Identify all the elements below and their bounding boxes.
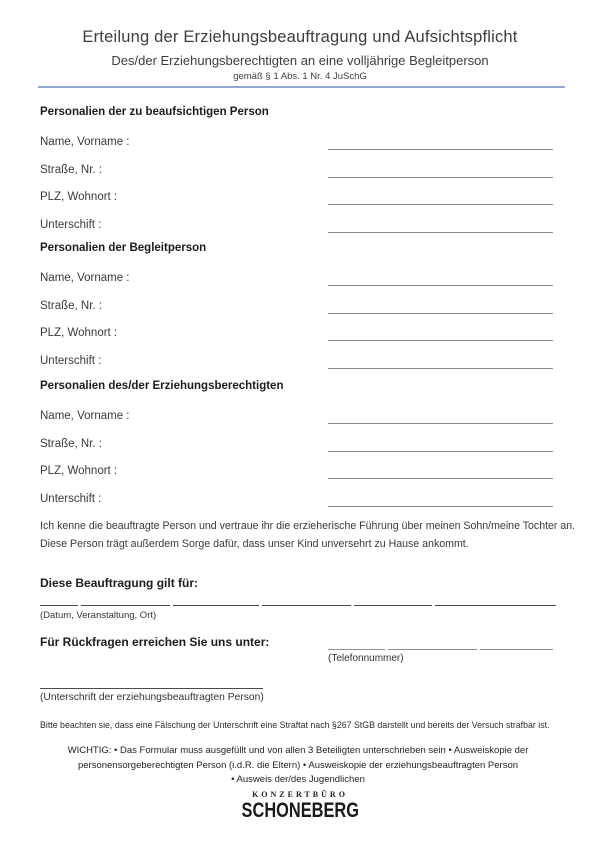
section-supervised-person <box>40 106 556 234</box>
important-line: WICHTIG: • Das Formular muss ausgefüllt und von allen 3 Beteiligten unterschrieben sein • Ausweiskopie der <box>67 745 529 756</box>
field-label: Name, Vorname : <box>40 410 130 422</box>
form-row <box>40 491 556 507</box>
line-segment <box>81 597 170 606</box>
section-heading: Personalien der Begleitperson <box>40 242 207 254</box>
signature-field-line[interactable] <box>328 217 553 233</box>
form-row <box>40 325 556 341</box>
city-field-line[interactable] <box>328 325 553 341</box>
field-label: Name, Vorname : <box>40 136 130 148</box>
field-label: Unterschift : <box>40 218 102 231</box>
signature-field-line[interactable] <box>328 491 553 507</box>
section-legal-guardian <box>40 380 556 508</box>
field-label: Straße, Nr. : <box>40 163 102 176</box>
form-row <box>40 463 556 479</box>
field-label: Straße, Nr. : <box>40 299 102 312</box>
assignment-heading: Diese Beauftragung gilt für: <box>40 576 199 590</box>
authorized-signature-line[interactable] <box>40 673 263 689</box>
legal-reference: gemäß § 1 Abs. 1 Nr. 4 JuSchG <box>233 71 367 82</box>
line-segment <box>435 597 556 606</box>
important-line: personensorgeberechtigten Person (i.d.R. die Eltern) • Ausweiskopie der erziehungsbeauftragten Person <box>77 759 519 771</box>
field-label: Name, Vorname : <box>40 272 130 284</box>
logo-wordmark: SCHONEBERG <box>241 799 359 822</box>
line-segment <box>262 597 351 606</box>
field-label: Straße, Nr. : <box>40 437 102 450</box>
field-label: PLZ, Wohnort : <box>40 465 118 477</box>
declaration-line: Ich kenne die beauftragte Person und vertraue ihr die erzieherische Führung über meinen Sohn/meine Tochter an. <box>40 520 576 532</box>
declaration-line: Diese Person trägt außerdem Sorge dafür, dass unser Kind unversehrt zu Hause ankommt. <box>40 538 469 550</box>
line-segment <box>480 641 553 650</box>
line-segment <box>173 597 259 606</box>
logo-tagline: KONZERTBÜRO <box>252 790 348 799</box>
form-row <box>40 189 556 205</box>
street-field-line[interactable] <box>328 436 553 452</box>
declaration-paragraph <box>40 517 575 553</box>
important-notice <box>40 744 556 788</box>
header-rule <box>38 86 565 88</box>
name-field-line[interactable] <box>328 134 553 150</box>
authorized-signature-caption: (Unterschrift der erziehungsbeauftragten Person) <box>40 692 264 703</box>
signature-field-line[interactable] <box>328 353 553 369</box>
contact-heading: Für Rückfragen erreichen Sie uns unter: <box>40 635 270 649</box>
section-heading: Personalien der zu beaufsichtigen Person <box>40 106 269 118</box>
form-row <box>40 436 556 452</box>
important-line: • Ausweis der/des Jugendlichen <box>231 774 365 785</box>
city-field-line[interactable] <box>328 463 553 479</box>
street-field-line[interactable] <box>328 298 553 314</box>
form-row <box>40 353 556 369</box>
form-row <box>40 162 556 178</box>
section-heading: Personalien des/der Erziehungsberechtigten <box>40 380 284 392</box>
phone-number-line[interactable] <box>328 641 553 649</box>
street-field-line[interactable] <box>328 162 553 178</box>
field-label: Unterschift : <box>40 492 102 505</box>
logo-konzertbuero-schoneberg <box>0 790 600 822</box>
field-label: PLZ, Wohnort : <box>40 327 118 339</box>
event-date-line[interactable] <box>40 597 556 605</box>
name-field-line[interactable] <box>328 270 553 286</box>
phone-caption: (Telefonnummer) <box>328 653 404 664</box>
page-title: Erteilung der Erziehungsbeauftragung und Aufsichtspflicht <box>82 28 518 46</box>
line-segment <box>354 597 432 606</box>
form-row <box>40 270 556 286</box>
form-row <box>40 217 556 233</box>
line-segment <box>388 641 477 650</box>
city-field-line[interactable] <box>328 189 553 205</box>
event-date-caption: (Datum, Veranstaltung, Ort) <box>40 610 157 621</box>
field-label: Unterschift : <box>40 354 102 367</box>
form-row <box>40 408 556 424</box>
name-field-line[interactable] <box>328 408 553 424</box>
form-row <box>40 298 556 314</box>
field-label: PLZ, Wohnort : <box>40 191 118 203</box>
line-segment <box>40 597 78 606</box>
forgery-legal-note: Bitte beachten sie, dass eine Fälschung der Unterschrift eine Straftat nach §267 StGB darstellt und bereits der Versuch strafbar ist. <box>40 720 550 730</box>
line-segment <box>328 641 385 650</box>
page-subtitle: Des/der Erziehungsberechtigten an eine volljährige Begleitperson <box>111 53 489 68</box>
section-accompanying-person <box>40 242 556 370</box>
form-row <box>40 134 556 150</box>
